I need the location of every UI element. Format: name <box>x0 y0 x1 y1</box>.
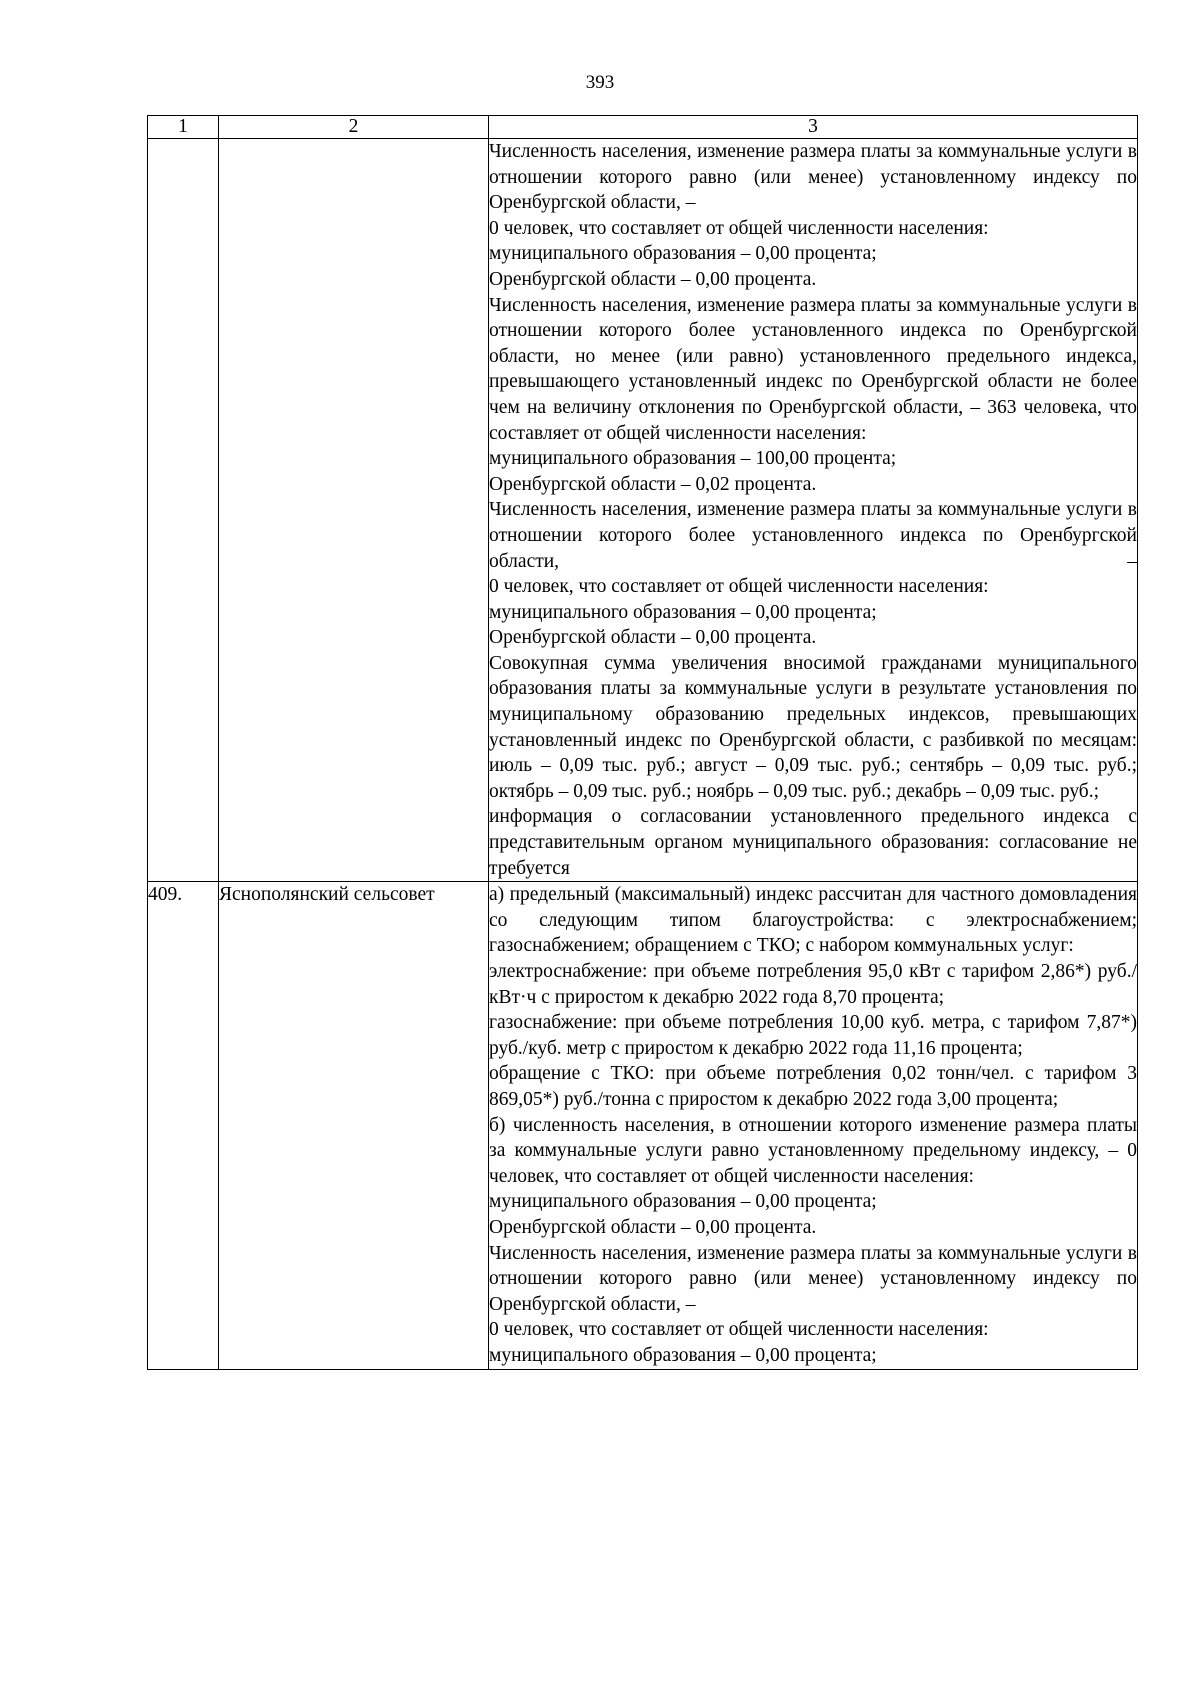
row-number <box>148 139 219 882</box>
paragraph: б) численность населения, в отношении которого изменение размера платы за коммунальные услуги равно установленному предельному индексу, – 0 человек, что составляет от общей численности населения: <box>489 1114 1137 1187</box>
municipality-name: Яснополянский сельсовет <box>219 882 489 1369</box>
paragraph: Численность населения, изменение размера платы за коммунальные услуги в отношении которого равно (или менее) установленному индексу по Оренбургской области, – <box>489 141 1137 214</box>
table-header-row <box>148 116 1138 139</box>
paragraph: Численность населения, изменение размера платы за коммунальные услуги в отношении которого равно (или менее) установленному индексу по Оренбургской области, – <box>489 1242 1137 1315</box>
paragraph: муниципального образования – 0,00 процента; <box>489 1191 877 1213</box>
paragraph: муниципального образования – 0,00 процента; <box>489 243 877 265</box>
header-cell-3: 3 <box>489 116 1138 139</box>
row-content <box>489 882 1138 1369</box>
table-row <box>148 139 1138 882</box>
paragraph: 0 человек, что составляет от общей численности населения: <box>489 576 989 598</box>
paragraph: Оренбургской области – 0,00 процента. <box>489 1216 817 1238</box>
paragraph: Совокупная сумма увеличения вносимой гражданами муниципального образования платы за коммунальные услуги в результате установления по муниципальному образованию предельных индексов, превышающих установленный индекс по Оренбургской области, с разбивкой по месяцам: июль – 0,09 тыс. руб.; август – 0,09 тыс. руб.; сентябрь – 0,09 тыс. руб.; октябрь – 0,09 тыс. руб.; ноябрь – 0,09 тыс. руб.; декабрь – 0,09 тыс. руб.; <box>489 652 1137 802</box>
document-table <box>147 115 1138 1370</box>
paragraph: муниципального образования – 0,00 процента; <box>489 601 877 623</box>
paragraph: 0 человек, что составляет от общей численности населения: <box>489 1319 989 1341</box>
paragraph: Оренбургской области – 0,00 процента. <box>489 627 817 649</box>
table-row <box>148 882 1138 1369</box>
paragraph: Оренбургской области – 0,00 процента. <box>489 268 817 290</box>
header-cell-2: 2 <box>219 116 489 139</box>
row-number: 409. <box>148 882 219 1369</box>
paragraph: Оренбургской области – 0,02 процента. <box>489 473 817 495</box>
paragraph: муниципального образования – 0,00 процента; <box>489 1344 877 1366</box>
paragraph: информация о согласовании установленного предельного индекса с представительным органом муниципального образования: согласование не требуется <box>489 806 1137 879</box>
paragraph: а) предельный (максимальный) индекс рассчитан для частного домовладения со следующим типом благоустройства: с электроснабжением; газоснабжением; обращением с ТКО; с набором коммунальных услуг: <box>489 884 1137 957</box>
municipality-name <box>219 139 489 882</box>
page-number: 393 <box>585 72 615 93</box>
paragraph: Численность населения, изменение размера платы за коммунальные услуги в отношении которого более установленного индекса по Оренбургской области, но менее (или равно) установленного предельного индекса, превышающего установленный индекс по Оренбургской области не более чем на величину отклонения по Оренбургской области, – 363 человека, что составляет от общей численности населения: <box>489 294 1137 444</box>
paragraph: муниципального образования – 100,00 процента; <box>489 448 897 470</box>
paragraph: 0 человек, что составляет от общей численности населения: <box>489 217 989 239</box>
paragraph: Численность населения, изменение размера платы за коммунальные услуги в отношении которого более установленного индекса по Оренбургской области, – <box>489 499 1137 572</box>
row-content <box>489 139 1138 882</box>
paragraph: газоснабжение: при объеме потребления 10,00 куб. метра, с тарифом 7,87*) руб./куб. метр с приростом к декабрю 2022 года 11,16 процента; <box>489 1012 1137 1059</box>
header-cell-1: 1 <box>148 116 219 139</box>
paragraph: обращение с ТКО: при объеме потребления 0,02 тонн/чел. с тарифом 3 869,05*) руб./тонна с приростом к декабрю 2022 года 3,00 процента; <box>489 1063 1137 1110</box>
paragraph: электроснабжение: при объеме потребления 95,0 кВт с тарифом 2,86*) руб./кВт·ч с приростом к декабрю 2022 года 8,70 процента; <box>489 961 1137 1008</box>
